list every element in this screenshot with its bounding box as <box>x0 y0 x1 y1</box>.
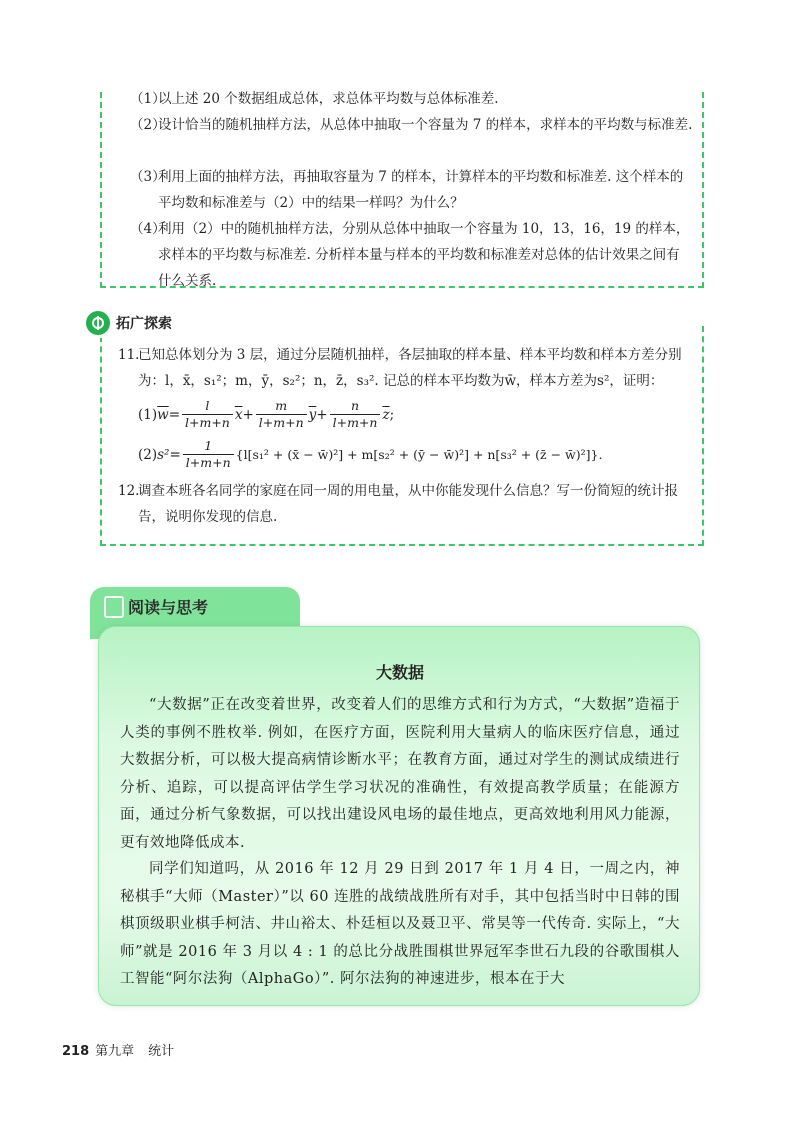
fraction: $\frac{n}{l+m+n}$ <box>330 398 381 431</box>
exercise-item-4 <box>130 216 692 294</box>
section-header <box>86 308 180 338</box>
formula-label: (2) <box>138 446 158 463</box>
formula-2 <box>138 438 602 471</box>
question-line: 为：l，x̄，s₁²；m，ȳ，s₂²；n，z̄，s₃². 记总的样本平均数为w̄，样本方差为s²，证明： <box>138 373 664 389</box>
question-number: 11. <box>118 347 140 363</box>
exercise-item-1 <box>130 86 690 112</box>
formula-lhs: s² <box>157 446 170 463</box>
book-icon <box>104 596 124 618</box>
plus-sign: + <box>316 406 328 423</box>
explore-icon <box>86 311 110 335</box>
item-text: 设计恰当的随机抽样方法，从总体中抽取一个容量为 7 的样本，求样本的平均数与标准差. <box>158 117 693 133</box>
question-12 <box>118 478 698 530</box>
formula-body: {l[s₁² + (x̄ − w̄)²] + m[s₂² + (ȳ − w̄)²] + n[s₃² + (z̄ − w̄)²]}. <box>235 447 603 462</box>
equals-sign: = <box>168 406 180 423</box>
equals-sign: = <box>169 446 181 463</box>
page-footer <box>62 1040 174 1059</box>
item-number: （4） <box>130 221 166 237</box>
chapter-label: 第九章 <box>95 1044 135 1059</box>
var-z: $\overline{z}$ <box>382 406 390 423</box>
formula-label: (1) <box>138 406 158 423</box>
question-11 <box>118 342 698 394</box>
question-text: 调查本班各名同学的家庭在同一周的用电量，从中你能发现什么信息？写一份简短的统计报告，说明你发现的信息. <box>138 483 678 525</box>
reading-title: 大数据 <box>375 663 424 682</box>
question-number: 12. <box>118 483 140 499</box>
question-line: 已知总体划分为 3 层，通过分层随机抽样，各层抽取的样本量、样本平均数和样本方差分别 <box>138 347 682 363</box>
var-y: $\overline{y}$ <box>308 406 317 423</box>
item-text: 利用上面的抽样方法，再抽取容量为 7 的样本，计算样本的平均数和标准差. 这个样本的平均数和标准差与（2）中的结果一样吗？为什么？ <box>158 169 684 211</box>
formula-lhs: $\overline{w}$ <box>157 406 169 423</box>
plus-sign: + <box>242 406 254 423</box>
fraction: $\frac{1}{l+m+n}$ <box>183 438 234 471</box>
item-number: （1） <box>130 91 166 107</box>
item-text: 以上述 20 个数据组成总体，求总体平均数与总体标准差. <box>158 91 499 107</box>
reading-paragraph-1: “大数据”正在改变着世界，改变着人们的思维方式和行为方式，“大数据”造福于人类的事例不胜枚举. 例如，在医疗方面，医院利用大量病人的临床医疗信息，通过大数据分析，可以极大提高病情诊断水平；在教育方面，通过对学生的测试成绩进行分析、追踪，可以提高评估学生学习状况的准确性，有效提高教学质量；在能源方面，通过分析气象数据，可以找出建设风电场的最佳地点，更高效地利用风力能源，更有效地降低成本. <box>120 697 680 851</box>
item-number: （2） <box>130 117 166 133</box>
reading-tab-label: 阅读与思考 <box>128 598 209 617</box>
fraction: $\frac{m}{l+m+n}$ <box>256 398 307 431</box>
section-title: 拓广探索 <box>116 316 172 332</box>
exercise-item-2 <box>130 112 700 138</box>
fraction: $\frac{l}{l+m+n}$ <box>182 398 233 431</box>
var-x: $\overline{x}$ <box>234 406 243 423</box>
item-text: 利用（2）中的随机抽样方法，分别从总体中抽取一个容量为 10，13，16，19 的样本，求样本的平均数与标准差. 分析样本量与样本的平均数和标准差对总体的估计效果之间有什么关系. <box>158 221 690 289</box>
formula-1: (1) $\overline{w}$ = $\frac{l}{l+m+n}$ $\overline{x}$ + $\frac{m}{l+m+n}$ $\overline{y}$ + $\frac{n}{l+m+n}$ $\overline{z}$ ; <box>138 398 395 430</box>
reading-paragraph-2: 同学们知道吗，从 2016 年 12 月 29 日到 2017 年 1 月 4 日，一周之内，神秘棋手“大师（Master）”以 60 连胜的战绩战胜所有对手，其中包括当时中日韩的围棋顶级职业棋手柯洁、井山裕太、朴廷桓以及聂卫平、常昊等一代传奇. 实际上，“大师”就是 2016 年 3 月以 4 : 1 的总比分战胜围棋世界冠军李世石九段的谷歌围棋人工智能“阿尔法狗（AlphaGo）”. 阿尔法狗的神速进步，根本在于大 <box>120 861 680 987</box>
item-number: （3） <box>130 169 166 185</box>
page-number: 218 <box>62 1044 90 1059</box>
chapter-topic: 统计 <box>148 1044 175 1059</box>
exercise-item-3 <box>130 164 685 216</box>
